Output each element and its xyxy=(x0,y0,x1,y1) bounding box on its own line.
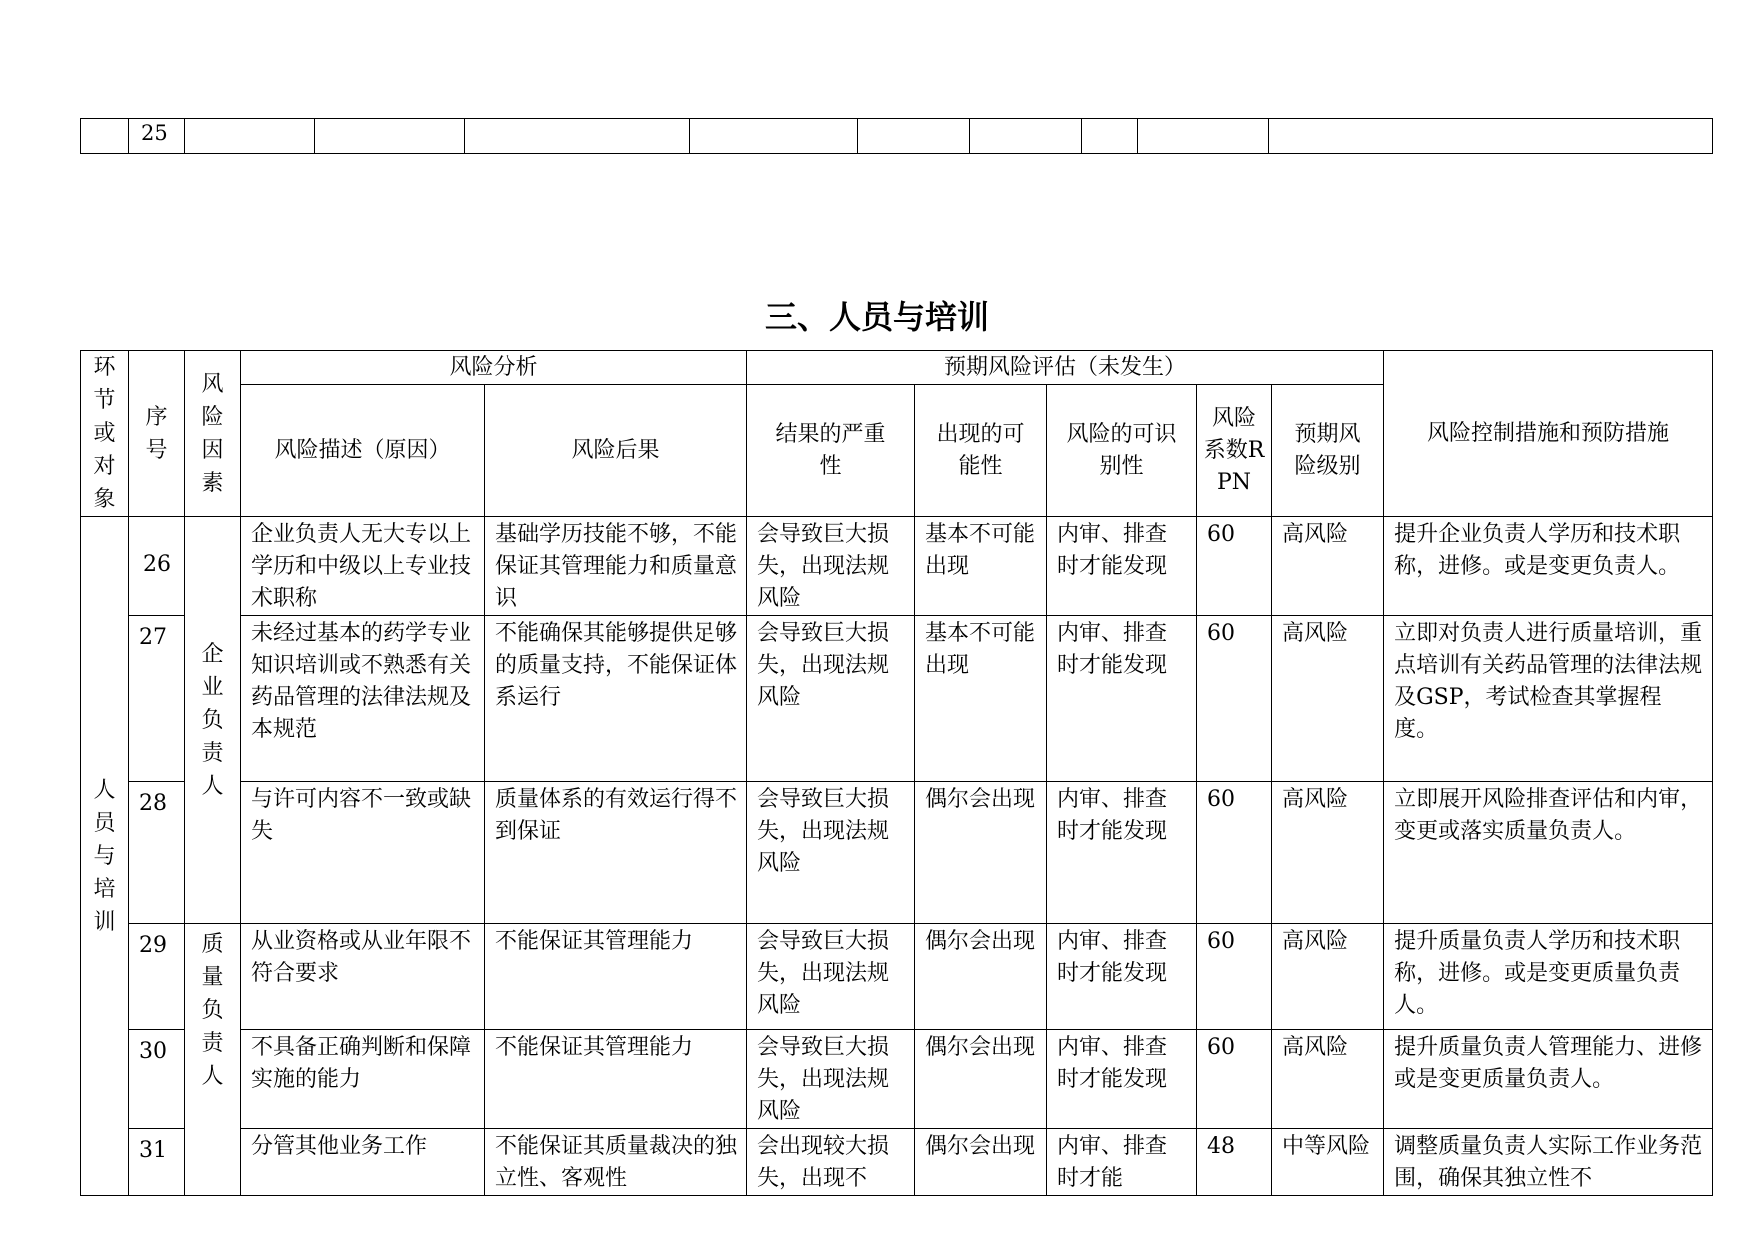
probability-cell: 基本不可能出现 xyxy=(915,616,1047,782)
description-cell: 与许可内容不一致或缺失 xyxy=(241,782,485,924)
severity-cell: 会导致巨大损失，出现法规风险 xyxy=(747,924,915,1030)
rpn-cell: 60 xyxy=(1197,1030,1272,1129)
level-cell: 高风险 xyxy=(1272,924,1384,1030)
header-factor: 风险因素 xyxy=(185,351,241,517)
table-row xyxy=(81,616,1713,782)
consequence-cell: 不能确保其能够提供足够的质量支持，不能保证体系运行 xyxy=(485,616,747,782)
consequence-cell: 不能保证其管理能力 xyxy=(485,924,747,1030)
description-cell: 不具备正确判断和保障实施的能力 xyxy=(241,1030,485,1129)
severity-cell: 会导致巨大损失，出现法规风险 xyxy=(747,616,915,782)
table-cell xyxy=(185,119,315,154)
header-severity: 结果的严重性 xyxy=(747,385,915,517)
table-cell xyxy=(1082,119,1138,154)
probability-cell: 基本不可能出现 xyxy=(915,517,1047,616)
rpn-cell: 60 xyxy=(1197,616,1272,782)
description-cell: 分管其他业务工作 xyxy=(241,1129,485,1196)
table-cell xyxy=(81,119,129,154)
header-row xyxy=(81,351,1713,385)
consequence-cell: 不能保证其管理能力 xyxy=(485,1030,747,1129)
measures-cell: 立即展开风险排查评估和内审，变更或落实质量负责人。 xyxy=(1384,782,1713,924)
consequence-cell: 质量体系的有效运行得不到保证 xyxy=(485,782,747,924)
probability-cell: 偶尔会出现 xyxy=(915,782,1047,924)
header-description: 风险描述（原因） xyxy=(241,385,485,517)
header-probability: 出现的可能性 xyxy=(915,385,1047,517)
factor-quality-head: 质量负责人 xyxy=(185,924,241,1196)
severity-cell: 会导致巨大损失，出现法规风险 xyxy=(747,517,915,616)
detectability-cell: 内审、排查时才能发现 xyxy=(1047,782,1197,924)
rpn-cell: 48 xyxy=(1197,1129,1272,1196)
seq-cell: 31 xyxy=(129,1129,185,1196)
header-level: 预期风险级别 xyxy=(1272,385,1384,517)
seq-cell: 28 xyxy=(129,782,185,924)
table-row xyxy=(81,1030,1713,1129)
factor-enterprise-head: 企业负责人 xyxy=(185,517,241,924)
detectability-cell: 内审、排查时才能发现 xyxy=(1047,1030,1197,1129)
seq-cell: 27 xyxy=(129,616,185,782)
detectability-cell: 内审、排查时才能 xyxy=(1047,1129,1197,1196)
table-row xyxy=(81,782,1713,924)
previous-table-fragment xyxy=(80,118,1713,154)
measures-cell: 提升质量负责人学历和技术职称，进修。或是变更质量负责人。 xyxy=(1384,924,1713,1030)
level-cell: 中等风险 xyxy=(1272,1129,1384,1196)
severity-cell: 会出现较大损失，出现不 xyxy=(747,1129,915,1196)
level-cell: 高风险 xyxy=(1272,1030,1384,1129)
table-row xyxy=(81,924,1713,1030)
table-cell xyxy=(1138,119,1269,154)
description-cell: 未经过基本的药学专业知识培训或不熟悉有关药品管理的法律法规及本规范 xyxy=(241,616,485,782)
detectability-cell: 内审、排查时才能发现 xyxy=(1047,517,1197,616)
description-cell: 企业负责人无大专以上学历和中级以上专业技术职称 xyxy=(241,517,485,616)
header-measures: 风险控制措施和预防措施 xyxy=(1384,351,1713,517)
measures-cell: 提升质量负责人管理能力、进修或是变更质量负责人。 xyxy=(1384,1030,1713,1129)
description-cell: 从业资格或从业年限不符合要求 xyxy=(241,924,485,1030)
level-cell: 高风险 xyxy=(1272,616,1384,782)
table-cell xyxy=(1269,119,1713,154)
consequence-cell: 基础学历技能不够，不能保证其管理能力和质量意识 xyxy=(485,517,747,616)
header-seq: 序号 xyxy=(129,351,185,517)
table-row xyxy=(81,517,1713,616)
section-title: 三、人员与培训 xyxy=(764,298,989,336)
table-cell xyxy=(315,119,465,154)
seq-cell: 26 xyxy=(129,517,185,616)
detectability-cell: 内审、排查时才能发现 xyxy=(1047,616,1197,782)
header-rpn: 风险系数RPN xyxy=(1197,385,1272,517)
object-cell: 人员与培训 xyxy=(81,517,129,1196)
measures-cell: 立即对负责人进行质量培训，重点培训有关药品管理的法律法规及GSP，考试检查其掌握程度。 xyxy=(1384,616,1713,782)
rpn-cell: 60 xyxy=(1197,924,1272,1030)
rpn-cell: 60 xyxy=(1197,517,1272,616)
probability-cell: 偶尔会出现 xyxy=(915,1129,1047,1196)
header-detectability: 风险的可识别性 xyxy=(1047,385,1197,517)
probability-cell: 偶尔会出现 xyxy=(915,924,1047,1030)
seq-cell: 29 xyxy=(129,924,185,1030)
measures-cell: 提升企业负责人学历和技术职称，进修。或是变更负责人。 xyxy=(1384,517,1713,616)
consequence-cell: 不能保证其质量裁决的独立性、客观性 xyxy=(485,1129,747,1196)
table-cell xyxy=(465,119,690,154)
table-row xyxy=(81,119,1713,154)
table-row xyxy=(81,1129,1713,1196)
rpn-cell: 60 xyxy=(1197,782,1272,924)
header-analysis-group: 风险分析 xyxy=(241,351,747,385)
header-object: 环节或对象 xyxy=(81,351,129,517)
level-cell: 高风险 xyxy=(1272,517,1384,616)
table-cell xyxy=(970,119,1082,154)
risk-assessment-table xyxy=(80,350,1713,1196)
header-consequence: 风险后果 xyxy=(485,385,747,517)
table-cell xyxy=(690,119,858,154)
table-cell xyxy=(858,119,970,154)
level-cell: 高风险 xyxy=(1272,782,1384,924)
detectability-cell: 内审、排查时才能发现 xyxy=(1047,924,1197,1030)
probability-cell: 偶尔会出现 xyxy=(915,1030,1047,1129)
seq-cell: 30 xyxy=(129,1030,185,1129)
header-assessment-group: 预期风险评估（未发生） xyxy=(747,351,1384,385)
severity-cell: 会导致巨大损失，出现法规风险 xyxy=(747,782,915,924)
severity-cell: 会导致巨大损失，出现法规风险 xyxy=(747,1030,915,1129)
seq-cell: 25 xyxy=(129,119,185,154)
measures-cell: 调整质量负责人实际工作业务范围，确保其独立性不 xyxy=(1384,1129,1713,1196)
